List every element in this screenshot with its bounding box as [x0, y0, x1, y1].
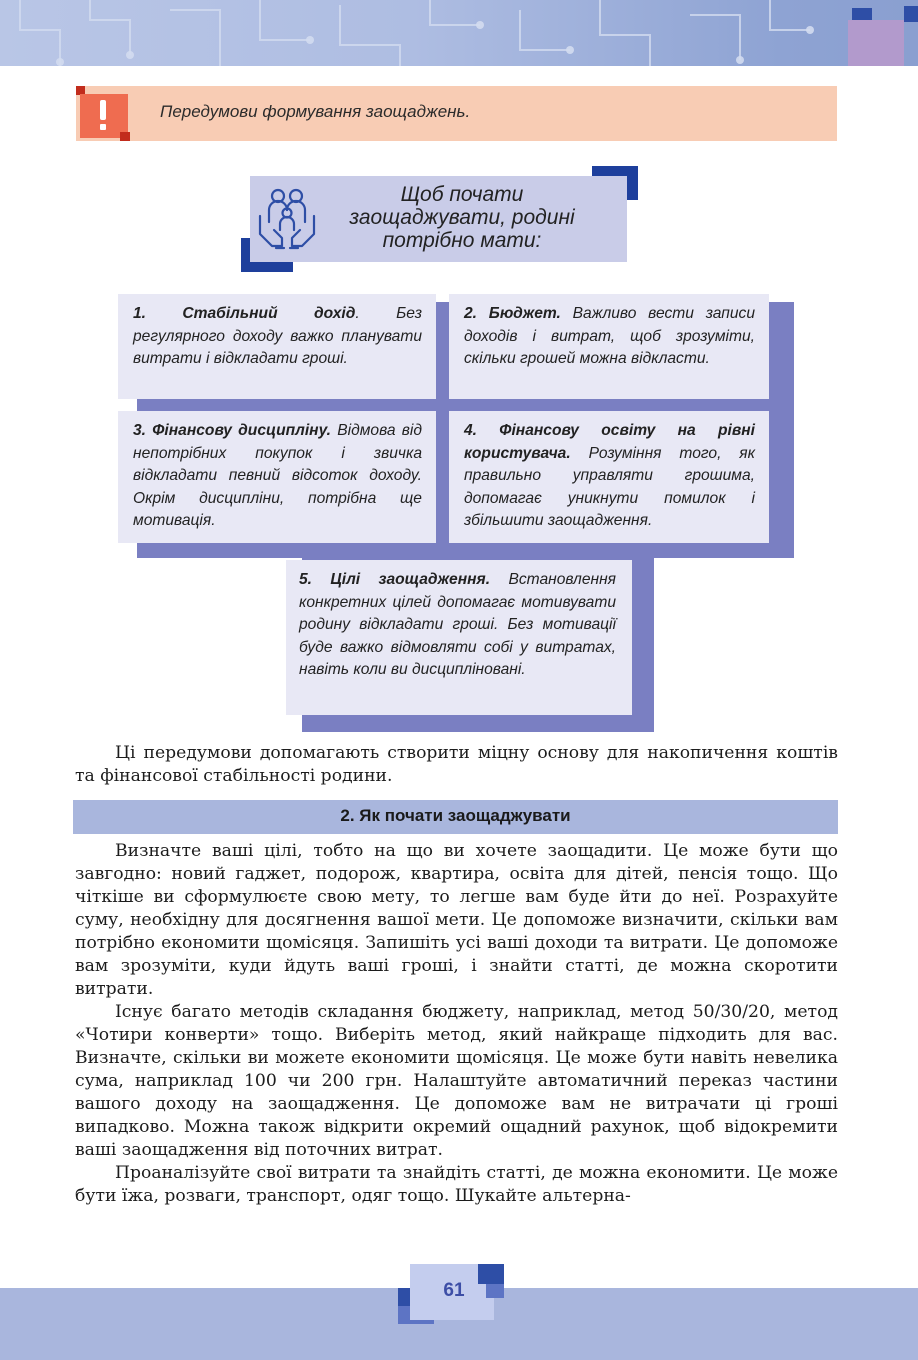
card-title: 5. Цілі заощадження. — [299, 571, 491, 588]
card-discipline — [118, 411, 436, 543]
card-title: 1. Стабільний дохід — [133, 305, 356, 322]
card-text: Відмова від непотрібних покупок і звичка відкладати певний відсоток доходу. Окрім дисципліни, потрібна ще мотивація. — [133, 422, 422, 530]
card-title: 4. Фінансову освіту на рівні користувача. — [464, 422, 755, 462]
exclamation-icon — [76, 86, 130, 141]
card-text: Важливо вести записи доходів і витрат, щоб зрозуміти, скільки грошей можна відкласти. — [464, 305, 755, 368]
section-title: 2. Як почати заощаджувати — [340, 806, 571, 825]
family-hands-icon — [256, 186, 318, 252]
heading-text: Щоб почати заощаджувати, родині потрібно мати: — [349, 183, 575, 252]
top-banner — [0, 0, 918, 66]
card-budget — [449, 294, 769, 399]
card-title: 2. Бюджет. — [464, 305, 561, 322]
note-text: Передумови формування заощаджень. — [160, 102, 471, 121]
card-financial-education — [449, 411, 769, 543]
decor-square — [904, 6, 918, 22]
card-text: Встановлення конкретних цілей допомагає мотивувати родину відкладати гроші. Без мотивації буде важко відмовляти собі у витратах, навіть коли ви дисципліновані. — [299, 571, 616, 679]
decor-square — [848, 20, 904, 66]
summary-paragraph: Ці передумови допомагають створити міцну основу для накопичення коштів та фінансової стабільності родини. — [75, 743, 838, 786]
card-text: . Без регулярного доходу важко планувати витрати і відкладати гроші. — [133, 305, 422, 368]
card-title: 3. Фінансову дисципліну. — [133, 422, 331, 439]
body-text — [75, 840, 838, 1208]
paragraph: Існує багато методів складання бюджету, наприклад, метод 50/30/20, метод «Чотири конверти» тощо. Виберіть метод, який найкраще підходить для вас. Визначте, скільки ви можете економити щомісяця. Це може бути навіть невелика сума, наприклад 100 чи 200 грн. Налаштуйте автоматичний переказ частини вашого доходу на заощадження. Це допоможе вам не витрачати ці гроші випадково. Можна також відкрити окремий ощадний рахунок, щоб відокремити ваші заощадження від поточних витрат. — [75, 1002, 838, 1160]
card-text: Розуміння того, як правильно управляти грошима, допомагає уникнути помилок і збільшити заощадження. — [464, 444, 755, 530]
page-number: 61 — [443, 1280, 465, 1301]
card-stable-income — [118, 294, 436, 399]
circuit-pattern — [0, 0, 918, 66]
paragraph: Визначте ваші цілі, тобто на що ви хочете заощадити. Це може бути що завгодно: новий гаджет, подорож, квартира, освіта для дітей, пенсія тощо. Що чіткіше ви сформулюєте свою мету, то легше вам буде йти до неї. Розрахуйте суму, необхідну для досягнення вашої мети. Це допоможе визначити, скільки вам потрібно економити щомісяця. Запишіть усі ваші доходи та витрати. Це допоможе вам зрозуміти, куди йдуть ваші гроші, і знайти статті, де можна скоротити витрати. — [75, 841, 838, 999]
card-savings-goals — [286, 560, 632, 715]
paragraph: Проаналізуйте свої витрати та знайдіть статті, де можна економити. Це може бути їжа, розваги, транспорт, одяг тощо. Шукайте альтерна- — [75, 1163, 838, 1206]
